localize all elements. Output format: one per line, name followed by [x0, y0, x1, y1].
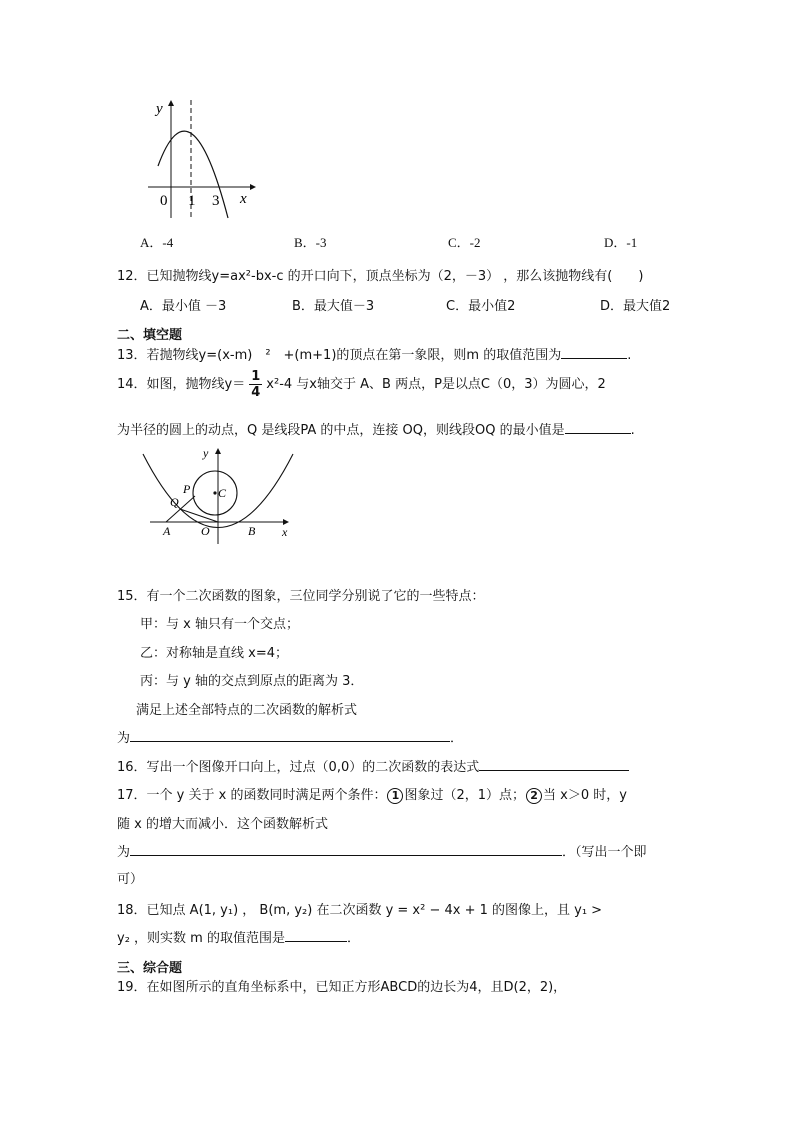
parabola-circle-figure-q14 [135, 446, 300, 546]
q15-clue-bing: 丙：与 y 轴的交点到原点的距离为 3． [140, 674, 364, 689]
q15-line4: 满足上述全部特点的二次函数的解析式 [136, 703, 358, 718]
circled-number-1: 1 [387, 788, 403, 804]
point-c-dot [213, 491, 216, 494]
q13-answer-blank[interactable] [561, 345, 627, 359]
q11-option-a: A．-4 [140, 235, 174, 250]
q18-line2 [117, 927, 360, 946]
y-axis-arrow [168, 100, 174, 106]
parabola-figure-q11 [140, 96, 260, 226]
q19-question: 19．在如图所示的直角坐标系中，已知正方形ABCD的边长为4，且D(2，2)， [117, 980, 567, 995]
q17-line2: 随 x 的增大而减小．这个函数解析式 [117, 817, 328, 832]
y-axis-arrow [215, 448, 221, 454]
q18-line2-text: y₂ ，则实数 m 的取值范围是 [117, 931, 285, 946]
q17-line1b: 图象过（2，1）点； [404, 788, 526, 803]
q17-line1c: 当 x＞0 时，y [543, 788, 627, 803]
q18-answer-blank[interactable] [285, 928, 347, 942]
q12-option-d: D．最大值2 [600, 299, 671, 314]
q13-end: . [627, 348, 632, 363]
q17-line1 [117, 784, 627, 804]
fig14-point-q: Q [170, 495, 179, 509]
fig14-point-p: P [183, 482, 191, 496]
q11-option-b: B．-3 [294, 235, 327, 250]
q18-line1: 18．已知点 A(1, y₁) ， B(m, y₂) 在二次函数 y = x² − 4x + 1 的图像上，且 y₁ > [117, 903, 603, 918]
q17-end: ．（写出一个即 [562, 845, 647, 860]
q11-option-d: D．-1 [604, 235, 638, 250]
q15-question: 15．有一个二次函数的图象，三位同学分别说了它的一些特点： [117, 589, 485, 604]
fraction-denominator: 4 [251, 385, 261, 400]
x-axis-arrow [250, 184, 256, 190]
q12-question: 12．已知抛物线y=ax²-bx-c 的开口向下，顶点坐标为（2，－3） ，那么该抛物线有( ) [117, 269, 644, 284]
q18-end: ． [346, 931, 360, 946]
q14-post: x²-4 与x轴交于 A、B 两点，P是以点C（0，3）为圆心，2 [266, 377, 606, 392]
fraction-one-quarter [249, 370, 262, 399]
section-heading-fill-in: 二、填空题 [117, 328, 183, 343]
fig11-y-label: y [156, 101, 163, 117]
q16-text: 16．写出一个图像开口向上，过点（0,0）的二次函数的表达式 [117, 760, 480, 775]
q14-line2: 为半径的圆上的动点，Q 是线段PA 的中点，连接 OQ，则线段OQ 的最小值是 [117, 423, 565, 438]
q17-line3 [117, 841, 647, 860]
fraction-numerator: 1 [251, 369, 261, 384]
q12-option-c: C．最小值2 [446, 299, 516, 314]
q11-option-c: C．-2 [448, 235, 481, 250]
fig14-y-label: y [203, 446, 209, 460]
q16-question [117, 756, 629, 775]
fig11-origin-label: 0 [160, 193, 168, 209]
q15-pre: 为 [117, 731, 131, 746]
q17-line1a: 17．一个 y 关于 x 的函数同时满足两个条件： [117, 788, 387, 803]
q14-answer-blank[interactable] [565, 420, 631, 434]
q14-question-line1 [117, 370, 606, 399]
section-heading-comprehensive: 三、综合题 [117, 961, 183, 976]
q15-end: ． [450, 731, 464, 746]
fig11-x-label: x [240, 191, 247, 207]
fig14-x-label: x [282, 525, 288, 539]
q15-clue-yi: 乙：对称轴是直线 x=4； [140, 646, 288, 661]
q12-option-a: A．最小值 －3 [140, 299, 227, 314]
segment-oq [180, 509, 218, 522]
q16-answer-blank[interactable] [479, 757, 629, 771]
fig14-point-b: B [248, 524, 256, 538]
fig11-tick-3: 3 [212, 193, 220, 209]
fig14-point-a: A [163, 524, 171, 538]
q15-clue-jia: 甲：与 x 轴只有一个交点； [140, 617, 299, 632]
q17-pre: 为 [117, 845, 131, 860]
fig14-point-c: C [218, 486, 227, 500]
q14-pre: 14．如图，抛物线y＝ [117, 377, 246, 392]
q14-question-line2 [117, 419, 635, 438]
circled-number-2: 2 [526, 788, 542, 804]
q15-answer-line [117, 727, 463, 746]
q12-option-b: B．最大值－3 [292, 299, 375, 314]
q13-question [117, 344, 631, 363]
fig14-origin-o: O [201, 524, 210, 538]
q17-line4: 可） [117, 872, 144, 887]
fig11-tick-1: 1 [188, 193, 196, 209]
q17-answer-blank[interactable] [130, 842, 562, 856]
q13-text: 13．若抛物线y=(x-m) ² +(m+1)的顶点在第一象限，则m 的取值范围为 [117, 348, 562, 363]
q14-end: . [630, 423, 635, 438]
q15-answer-blank[interactable] [130, 728, 450, 742]
